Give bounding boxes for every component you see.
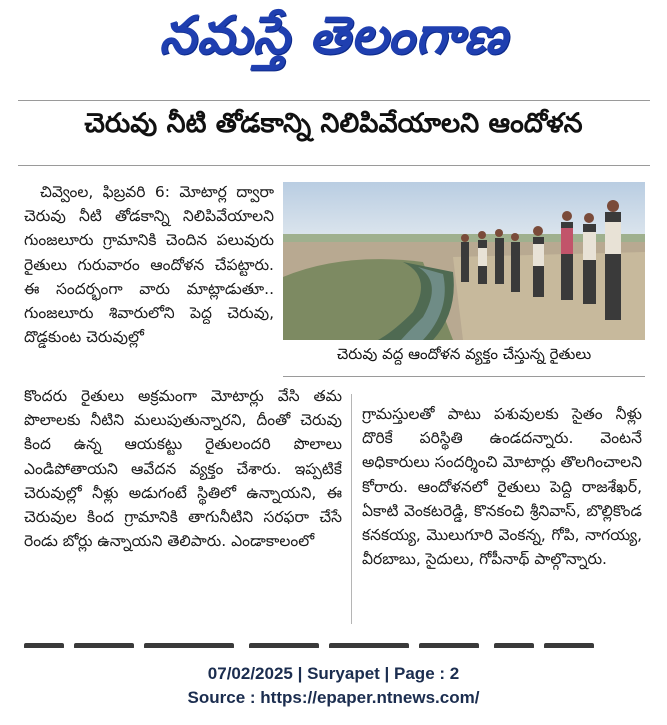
source-link[interactable]: Source : https://epaper.ntnews.com/ bbox=[187, 688, 480, 707]
newspaper-logo: నమస్తే తెలంగాణ bbox=[159, 6, 508, 66]
farmers-protest-photo bbox=[283, 182, 645, 340]
page-footer bbox=[0, 650, 667, 725]
article-column-right bbox=[362, 402, 642, 571]
article-column-left bbox=[24, 180, 274, 349]
article-paragraph-end: గ్రామస్తులతో పాటు పశువులకు సైతం నీళ్లు దొరికే పరిస్థితి ఉండదన్నారు. వెంటనే అధికారులు సందర్శించి మోటార్లు తొలగించాలని కోరారు. ఆందోళనలో రైతులు పెద్ది రాజశేఖర్, ఏకాటి వెంకటరెడ్డి, కొనకంచి శ్రీనివాస్, బొల్లికొండ కనకయ్య, మొలుగూరి వెంకన్న, గోపి, నాగయ్య, వీరబాబు, సైదులు, గోపీనాథ్ పాల్గొన్నారు. bbox=[362, 405, 642, 569]
article-headline: చెరువు నీటి తోడకాన్ని నిలిపివేయాలని ఆందోళన bbox=[84, 108, 583, 139]
next-article-cutoff bbox=[24, 634, 644, 648]
masthead bbox=[0, 0, 667, 88]
top-divider bbox=[18, 100, 650, 101]
article-photo bbox=[283, 182, 645, 340]
article-paragraph-middle: కొందరు రైతులు అక్రమంగా మోటార్లు వేసి తమ పొలాలకు నీటిని మలుపుతున్నారని, దీంతో చెరువు కింద ఉన్న ఆయకట్టు రైతులందరి పొలాలు ఎండిపోతాయని ఆవేదన వ్యక్తం చేశారు. ఇప్పటికే చెరువుల్లో నీళ్లు అడుగంటే స్థితిలో ఉన్నాయని, ఈ చెరువుల కింద గ్రామానికి తాగునీటిని సరఫరా చేసే రెండు బోర్లు ఉన్నాయని తెలిపారు. ఎండాకాలంలో bbox=[24, 387, 342, 551]
headline-divider bbox=[18, 165, 650, 166]
caption-divider bbox=[283, 376, 645, 377]
article-column-left-lower bbox=[24, 384, 342, 553]
column-divider bbox=[351, 394, 352, 624]
edition-meta: 07/02/2025 | Suryapet | Page : 2 bbox=[207, 664, 460, 683]
article-paragraph-intro: చివ్వెంల, ఫిబ్రవరి 6: మోటార్ల ద్వారా చెరువు నీటి తోడకాన్ని నిలిపివేయాలని గుంజలూరు గ్రామానికి చెందిన పలువురు రైతులు గురువారం ఆందోళన చేపట్టారు. ఈ సందర్భంగా వారు మాట్లాడుతూ.. గుంజలూరు శివారులోని పెద్ద చెరువు, దొడ్డకుంట చెరువుల్లో bbox=[24, 183, 274, 347]
photo-caption: చెరువు వద్ద ఆందోళన వ్యక్తం చేస్తున్న రైతులు bbox=[336, 345, 592, 363]
